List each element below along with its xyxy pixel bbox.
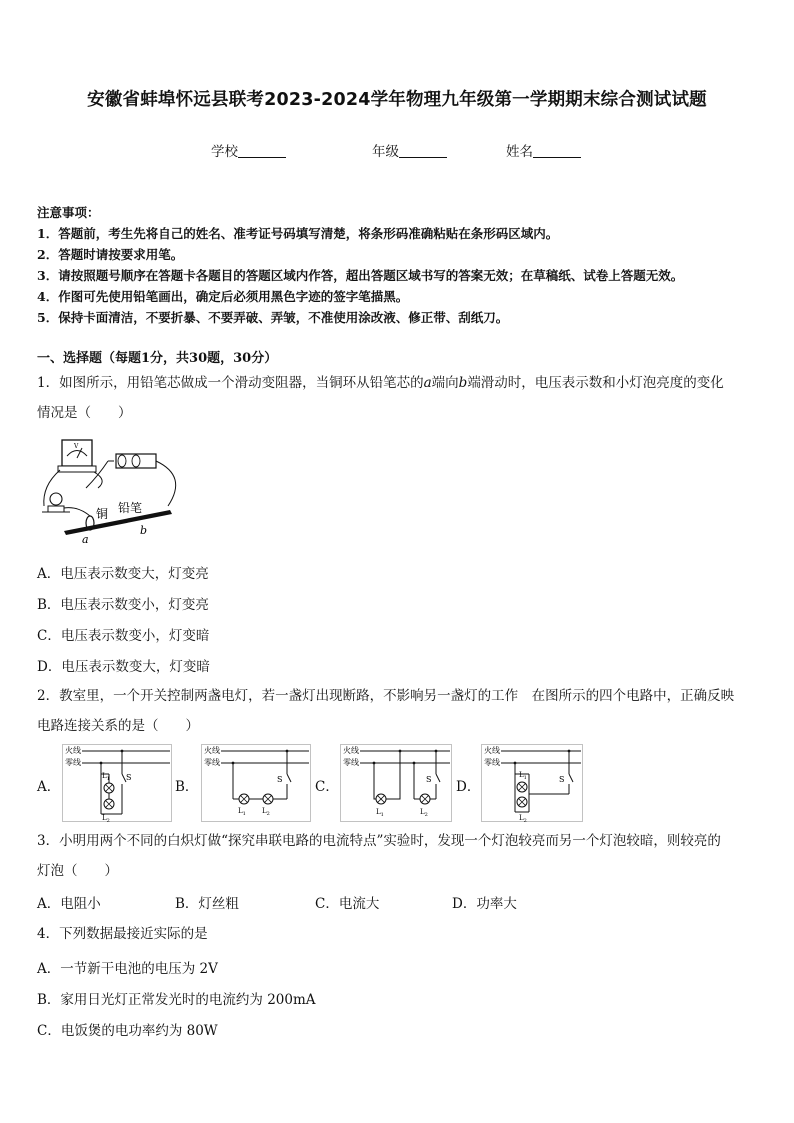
q1-text-line2: 情况是（ ） [37, 405, 132, 421]
label-l2: $L_2$ [420, 808, 428, 818]
question-2-stem [37, 681, 762, 741]
q1-option-a[interactable]: A．电压表示数变大，灯变亮 [37, 566, 209, 582]
q3-option-b[interactable]: B．灯丝粗 [175, 896, 239, 912]
q1-option-b[interactable]: B．电压表示数变小，灯变亮 [37, 597, 209, 613]
label-l1: $L_1$ [376, 808, 384, 818]
name-blank[interactable] [533, 143, 581, 158]
label-live: 火线 [343, 746, 359, 755]
q1-option-c[interactable]: C．电压表示数变小，灯变暗 [37, 628, 210, 644]
q2-option-c[interactable]: C． [315, 779, 339, 795]
label-l2: $L_2$ [519, 814, 527, 824]
q1-text-part: 端向 [431, 375, 459, 391]
label-l1: $L_1$ [238, 807, 246, 817]
label-neutral: 零线 [65, 758, 81, 767]
q3-option-a[interactable]: A．电阻小 [37, 896, 101, 912]
q3-text-line1: 3．小明用两个不同的白炽灯做“探究串联电路的电流特点”实验时，发现一个灯泡较亮而另一个灯泡较暗，则较亮的 [37, 833, 721, 849]
q2-circuit-d [481, 744, 583, 822]
section-title: 一、选择题（每题1分，共30题，30分） [37, 351, 278, 366]
q4-option-c[interactable]: C．电饭煲的电功率约为 80W [37, 1023, 218, 1039]
q4-option-a[interactable]: A．一节新干电池的电压为 2V [37, 961, 218, 977]
school-label: 学校 [211, 144, 238, 160]
label-switch: S [559, 775, 565, 784]
q2-option-b[interactable]: B． [175, 779, 199, 795]
grade-blank[interactable] [399, 143, 447, 158]
label-pencil: 铅笔 [118, 501, 143, 515]
note-item: 3．请按照题号顺序在答题卡各题目的答题区域内作答，超出答题区域书写的答案无效；在草稿纸、试卷上答题无效。 [37, 268, 684, 283]
page-title: 安徽省蚌埠怀远县联考2023-2024学年物理九年级第一学期期末综合测试试题 [87, 90, 707, 110]
notes-heading: 注意事项： [37, 205, 100, 220]
note-item: 5．保持卡面清洁，不要折暴、不要弄破、弄皱，不准使用涂改液、修正带、刮纸刀。 [37, 310, 509, 325]
q3-option-d[interactable]: D．功率大 [452, 896, 517, 912]
note-item: 1．答题前，考生先将自己的姓名、准考证号码填写清楚，将条形码准确粘贴在条形码区域内。 [37, 226, 559, 241]
name-label: 姓名 [506, 144, 533, 160]
label-b: b [140, 524, 148, 537]
label-l2: $L_2$ [102, 814, 110, 824]
bulb-icon [50, 493, 62, 505]
label-l2: $L_2$ [262, 807, 270, 817]
label-neutral: 零线 [204, 758, 220, 767]
q3-text-line2: 灯泡（ ） [37, 863, 118, 879]
q1-text-part: 1．如图所示，用铅笔芯做成一个滑动变阻器，当铜环从铅笔芯的 [37, 375, 424, 391]
grade-label: 年级 [372, 144, 399, 160]
battery-icon [116, 454, 156, 468]
q4-option-b[interactable]: B．家用日光灯正常发光时的电流约为 200mA [37, 992, 316, 1008]
q1-option-d[interactable]: D．电压表示数变大，灯变暗 [37, 659, 210, 675]
question-4-stem: 4．下列数据最接近实际的是 [37, 926, 208, 942]
label-switch: S [126, 773, 132, 782]
note-item: 2．答题时请按要求用笔。 [37, 247, 184, 262]
q2-text-line1: 2．教室里，一个开关控制两盏电灯，若一盏灯出现断路，不影响另一盏灯的工作 在图所示的四个电路中，正确反映 [37, 688, 735, 704]
q2-circuit-c [340, 744, 452, 822]
label-neutral: 零线 [343, 758, 359, 767]
q3-option-c[interactable]: C．电流大 [315, 896, 380, 912]
q2-option-d[interactable]: D． [456, 779, 481, 795]
question-1-stem [37, 368, 762, 428]
school-blank[interactable] [238, 143, 286, 158]
grade-field [372, 140, 447, 160]
q1-text-part: 端滑动时，电压表示数和小灯泡亮度的变化 [467, 375, 724, 391]
label-live: 火线 [65, 746, 81, 755]
q1-var-b: b [458, 375, 468, 391]
svg-text:V: V [74, 443, 79, 450]
school-field [211, 140, 286, 160]
label-neutral: 零线 [484, 758, 500, 767]
q2-circuit-a [62, 744, 172, 822]
label-l1: $L_1$ [102, 772, 110, 782]
label-switch: S [426, 775, 432, 784]
q2-circuit-b [201, 744, 311, 822]
label-live: 火线 [204, 746, 220, 755]
label-a: a [82, 533, 89, 546]
q1-var-a: a [423, 375, 432, 391]
label-copper: 铜 [96, 507, 109, 521]
question-3-stem [37, 826, 762, 886]
label-switch: S [277, 775, 283, 784]
note-item: 4．作图可先使用铅笔画出，确定后必须用黑色字迹的签字笔描黑。 [37, 289, 409, 304]
q2-text-line2: 电路连接关系的是（ ） [37, 718, 199, 734]
q1-figure [38, 436, 188, 546]
notes-block [37, 202, 767, 328]
label-l1: $L_1$ [519, 771, 527, 781]
name-field [506, 140, 581, 160]
label-live: 火线 [484, 746, 500, 755]
q2-option-a[interactable]: A． [37, 779, 61, 795]
